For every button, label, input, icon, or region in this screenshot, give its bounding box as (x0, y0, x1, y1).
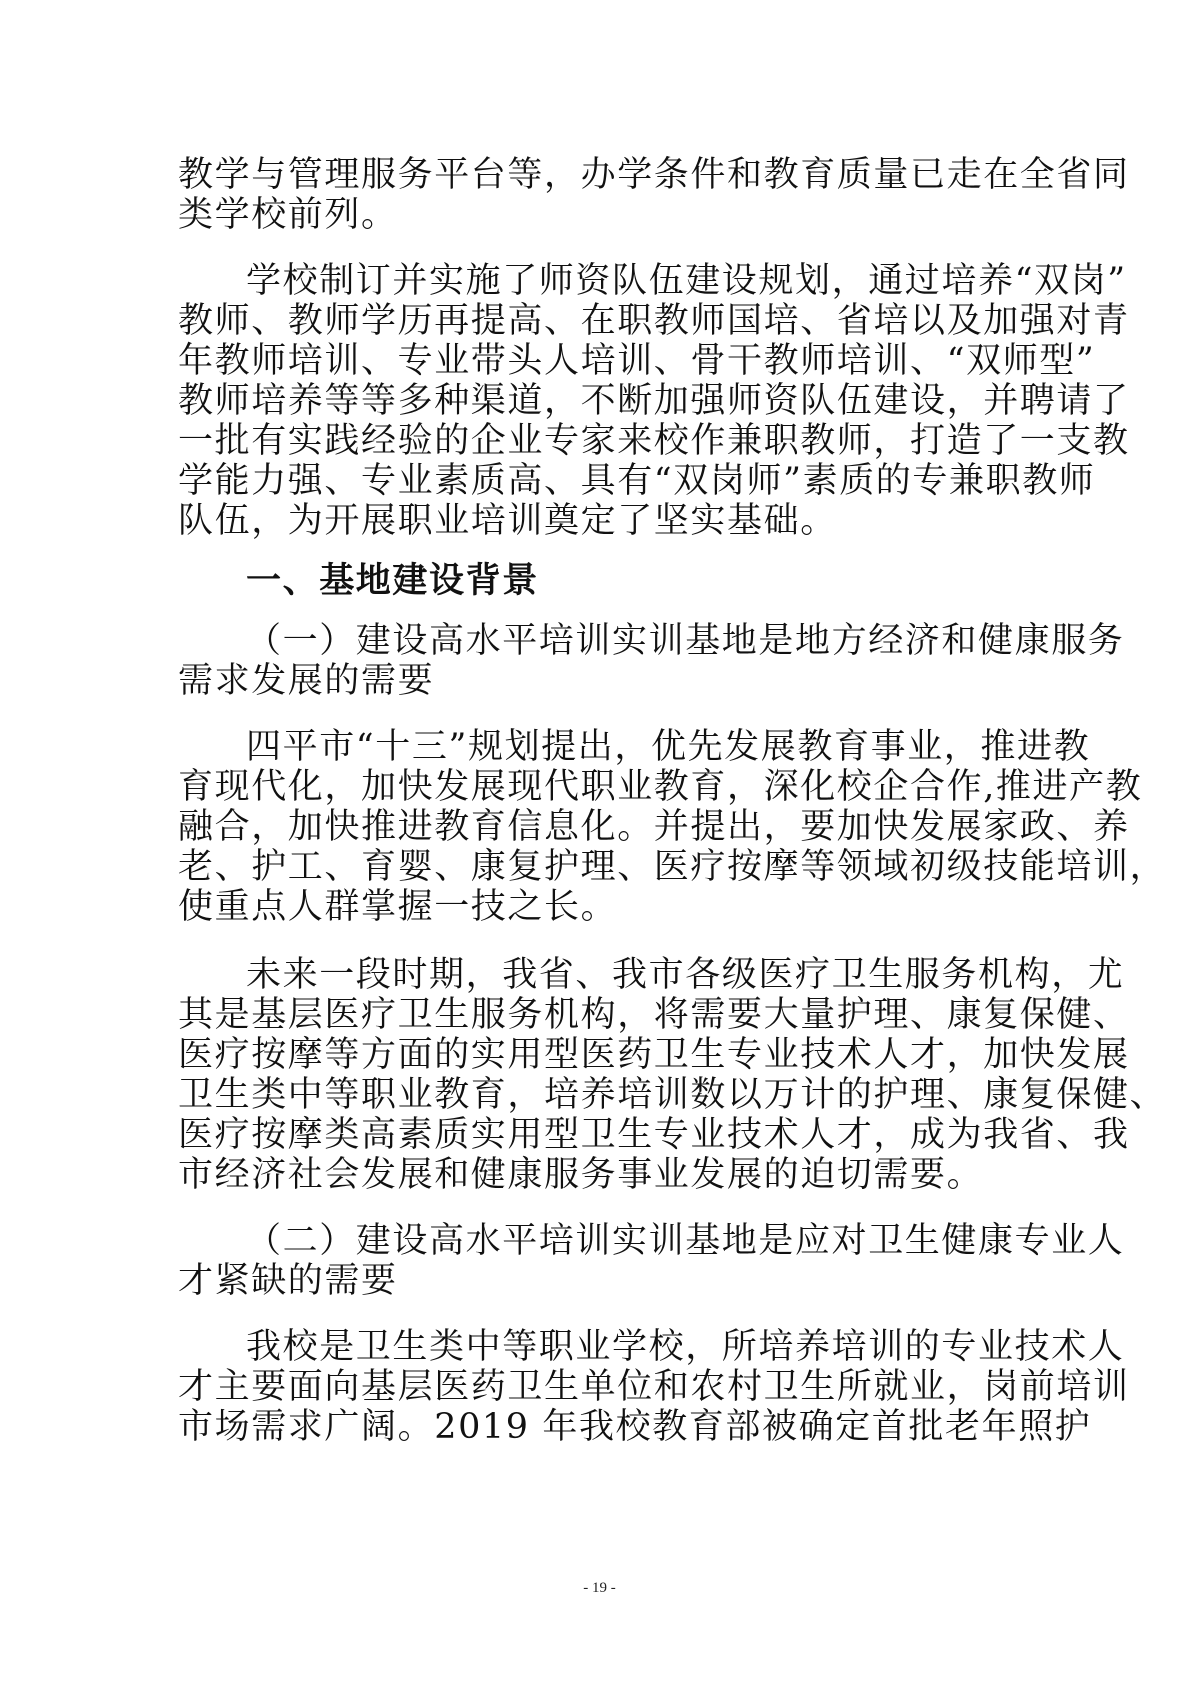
siping-paragraph-line-1: 四平市“十三”规划提出，优先发展教育事业，推进教 (246, 727, 1091, 767)
future-paragraph-line-2: 其是基层医疗卫生服务机构，将需要大量护理、康复保健、 (178, 995, 1130, 1035)
siping-paragraph-line-3: 融合，加快推进教育信息化。并提出，要加快发展家政、养 (178, 807, 1130, 847)
continuation-line-2: 类学校前列。 (178, 195, 398, 235)
continuation-line-1: 教学与管理服务平台等，办学条件和教育质量已走在全省同 (178, 155, 1130, 195)
future-paragraph-line-3: 医疗按摩等方面的实用型医药卫生专业技术人才，加快发展 (178, 1035, 1130, 1075)
siping-paragraph-line-4: 老、护工、育婴、康复护理、医疗按摩等领域初级技能培训， (178, 847, 1167, 887)
siping-paragraph-line-5: 使重点人群掌握一技之长。 (178, 887, 618, 927)
future-paragraph-line-4: 卫生类中等职业教育，培养培训数以万计的护理、康复保健、 (178, 1075, 1167, 1115)
subheading-1-line-1: （一）建设高水平培训实训基地是地方经济和健康服务 (246, 621, 1125, 661)
teachers-paragraph-line-7: 队伍，为开展职业培训奠定了坚实基础。 (178, 501, 837, 541)
teachers-paragraph-line-4: 教师培养等等多种渠道，不断加强师资队伍建设，并聘请了 (178, 381, 1130, 421)
teachers-paragraph-line-3: 年教师培训、专业带头人培训、骨干教师培训、“双师型” (178, 341, 1096, 381)
teachers-paragraph-line-2: 教师、教师学历再提高、在职教师国培、省培以及加强对青 (178, 301, 1130, 341)
future-paragraph-line-1: 未来一段时期，我省、我市各级医疗卫生服务机构，尤 (246, 955, 1125, 995)
school-paragraph-line-2: 才主要面向基层医药卫生单位和农村卫生所就业，岗前培训 (178, 1367, 1130, 1407)
subheading-2-line-2: 才紧缺的需要 (178, 1261, 398, 1301)
future-paragraph-line-6: 市经济社会发展和健康服务事业发展的迫切需要。 (178, 1155, 984, 1195)
teachers-paragraph-line-5: 一批有实践经验的企业专家来校作兼职教师，打造了一支教 (178, 421, 1130, 461)
school-paragraph-line-3: 市场需求广阔。2019 年我校教育部被确定首批老年照护 (178, 1407, 1092, 1447)
teachers-paragraph-line-1: 学校制订并实施了师资队伍建设规划，通过培养“双岗” (246, 261, 1127, 301)
future-paragraph-line-5: 医疗按摩类高素质实用型卫生专业技术人才，成为我省、我 (178, 1115, 1130, 1155)
teachers-paragraph-line-6: 学能力强、专业素质高、具有“双岗师”素质的专兼职教师 (178, 461, 1096, 501)
school-paragraph-line-1: 我校是卫生类中等职业学校，所培养培训的专业技术人 (246, 1327, 1125, 1367)
subheading-2-line-1: （二）建设高水平培训实训基地是应对卫生健康专业人 (246, 1221, 1125, 1261)
page-number: - 19 - (583, 1580, 616, 1596)
siping-paragraph-line-2: 育现代化，加快发展现代职业教育，深化校企合作,推进产教 (178, 767, 1143, 807)
subheading-1-line-2: 需求发展的需要 (178, 661, 435, 701)
section-heading: 一、基地建设背景 (246, 561, 539, 601)
